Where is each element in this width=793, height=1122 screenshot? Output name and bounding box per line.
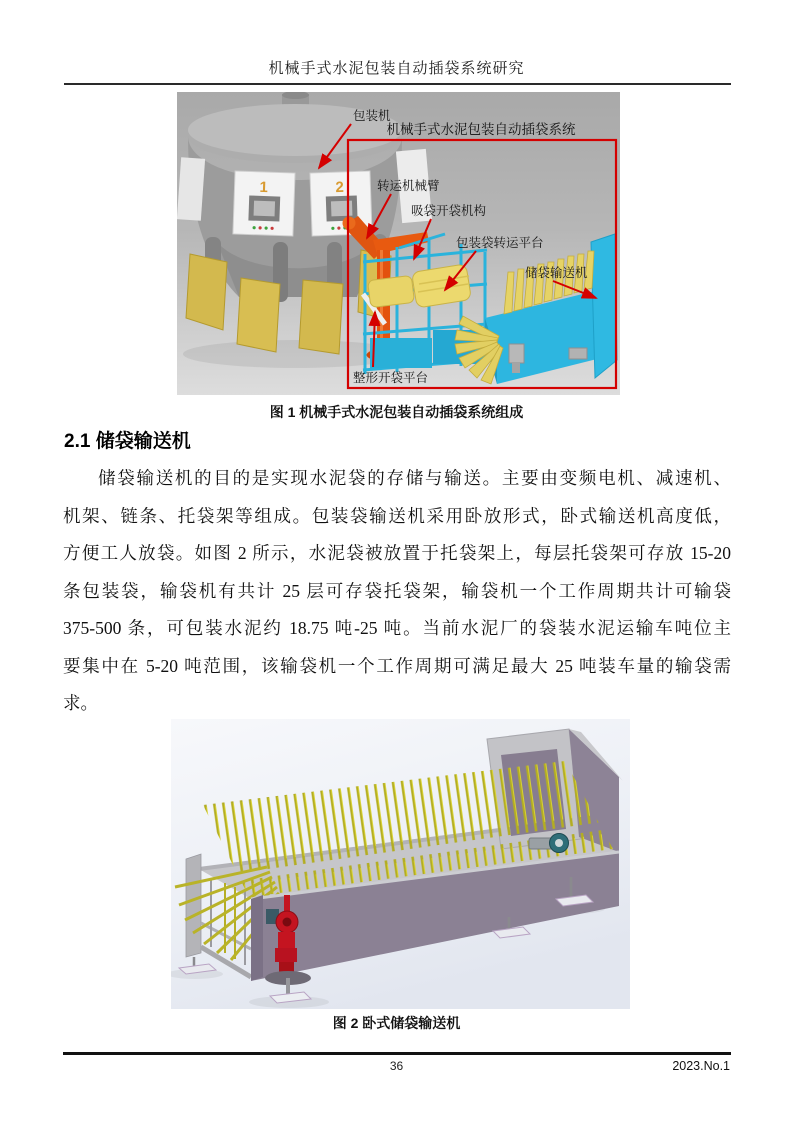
figure1-caption: 图 1 机械手式水泥包装自动插袋系统组成 bbox=[269, 404, 524, 420]
panel-number-1: 1 bbox=[259, 178, 269, 197]
figure1-illustration bbox=[177, 92, 620, 395]
journal-issue: 2023.No.1 bbox=[672, 1059, 730, 1073]
body-paragraph bbox=[63, 460, 731, 723]
figure2-image bbox=[171, 719, 630, 1009]
figure2-caption: 图 2 卧式储袋输送机 bbox=[332, 1015, 461, 1031]
label-bag-transfer-platform: 包装袋转运平台 bbox=[456, 236, 544, 250]
header-rule bbox=[64, 83, 731, 85]
paragraph-line: 求。 bbox=[63, 693, 98, 713]
label-transfer-arm: 转运机械臂 bbox=[377, 179, 440, 193]
paragraph-line: 储袋输送机的目的是实现水泥袋的存储与输送。主要由变频电机、减速机、 bbox=[98, 468, 731, 488]
section-heading: 2.1 储袋输送机 bbox=[64, 431, 191, 452]
label-packer: 包装机 bbox=[353, 109, 391, 123]
figure1-image bbox=[177, 92, 620, 395]
paragraph-line: 方便工人放袋。如图 2 所示，水泥袋被放置于托袋架上，每层托袋架可存放 15-20 bbox=[63, 543, 731, 563]
footer-rule bbox=[63, 1052, 731, 1055]
paragraph-line: 机架、链条、托袋架等组成。包装袋输送机采用卧放形式，卧式输送机高度低， bbox=[63, 505, 731, 526]
label-bag-storage-conveyor: 储袋输送机 bbox=[525, 266, 588, 280]
label-shaping-platform: 整形开袋平台 bbox=[353, 371, 429, 385]
figure2-illustration bbox=[171, 719, 630, 1009]
page-number: 36 bbox=[389, 1059, 404, 1073]
paragraph-line: 条包装袋，输袋机有共计 25 层可存袋托袋架，输袋机一个工作周期共计可输袋 bbox=[63, 580, 731, 601]
label-suction-opening: 吸袋开袋机构 bbox=[411, 204, 487, 218]
paragraph-line: 要集中在 5-20 吨范围，该输袋机一个工作周期可满足最大 25 吨装车量的输袋需 bbox=[63, 655, 731, 676]
figure1-system-title: 机械手式水泥包装自动插袋系统 bbox=[386, 122, 576, 137]
panel-number-2: 2 bbox=[335, 178, 345, 197]
paragraph-line: 375-500 条，可包装水泥约 18.75 吨-25 吨。当前水泥厂的袋装水泥运输车吨位主 bbox=[63, 618, 731, 638]
page-header-title: 机械手式水泥包装自动插袋系统研究 bbox=[268, 61, 525, 77]
